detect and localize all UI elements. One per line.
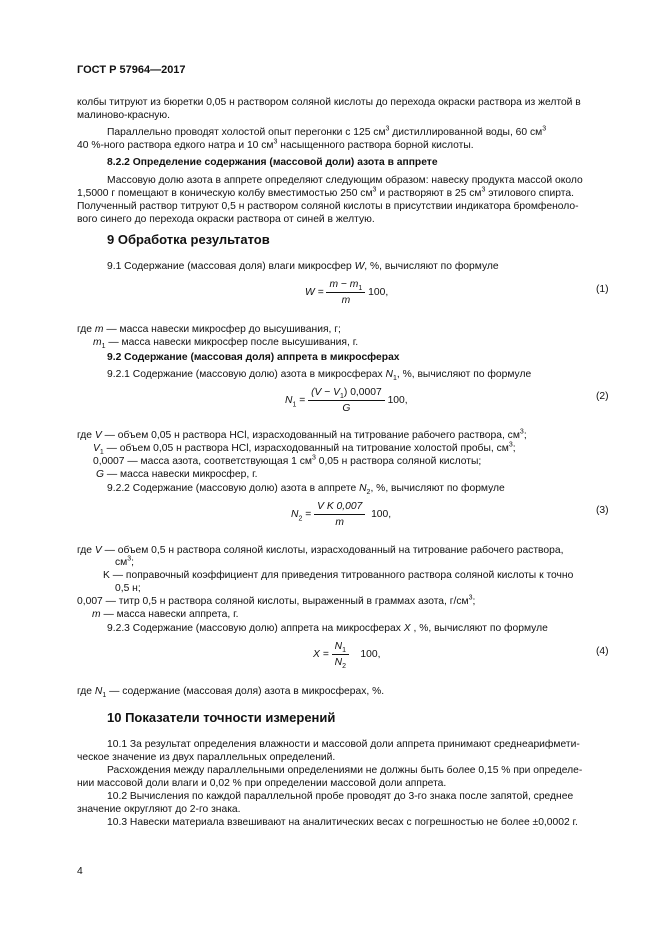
text-line: [107, 260, 499, 273]
document-header: ГОСТ Р 57964—2017: [77, 64, 186, 76]
text: 10.1 За результат определения влажности и массовой доли аппрета принимают среднеарифмети-: [107, 739, 580, 750]
formula-tail: 100,: [360, 649, 381, 661]
equation-number: (3): [596, 505, 609, 516]
superscript: 3: [127, 555, 132, 563]
text: K — поправочный коэффициент для приведения титрованного раствора соляной кислоты к точно: [103, 570, 574, 581]
superscript: 3: [385, 125, 390, 133]
text: ;: [131, 557, 135, 568]
text-line: [107, 738, 580, 751]
text: — объем 0,05 н раствора HCl, израсходованный на титрование холостой пробы, см: [103, 443, 509, 454]
text-line: [107, 174, 583, 187]
superscript: 3: [481, 186, 486, 194]
symbol: V: [93, 443, 100, 454]
text-line: [107, 764, 582, 777]
formula-3: [291, 500, 391, 529]
denominator: G: [342, 403, 351, 414]
formula-tail: 100,: [368, 287, 389, 299]
subscript: 2: [366, 489, 371, 497]
text: ческое значение из двух параллельных определений.: [77, 752, 336, 763]
text: 9.1 Содержание (массовая доля) влаги микросфер: [107, 261, 355, 272]
text-line: [107, 482, 505, 495]
fraction: [332, 640, 349, 669]
text: , %, вычисляют по формуле: [364, 261, 499, 272]
text-line: [103, 569, 573, 582]
subscript: 1: [358, 285, 363, 293]
symbol: X: [403, 623, 411, 634]
text: ;: [523, 430, 527, 441]
text-line: [77, 777, 446, 790]
text: колбы титруют из бюретки 0,05 н раствором соляной кислоты до перехода окраски раствора из желтой в: [77, 97, 581, 108]
symbol: V: [94, 430, 102, 441]
text: — масса навески микросфер до высушивания, г;: [103, 324, 341, 335]
text-line: [77, 323, 341, 336]
text-line: [77, 685, 384, 698]
text-line: [77, 96, 581, 109]
superscript: 3: [468, 594, 473, 602]
text: малиново-красную.: [77, 110, 171, 121]
text: 10.2 Вычисления по каждой параллельной пробе проводят до 3-го знака после запятой, среднее: [107, 791, 574, 802]
denominator: m: [341, 295, 351, 306]
text: этилового спирта.: [485, 188, 574, 199]
numerator: N: [334, 641, 343, 652]
text-line: [107, 126, 546, 139]
text-line: [77, 139, 474, 152]
superscript: 3: [542, 125, 547, 133]
text: где: [77, 545, 95, 556]
numerator: m − m: [329, 279, 359, 290]
text-line: [77, 595, 475, 608]
text: — масса навески микросфер, г.: [104, 469, 258, 480]
fraction: [314, 500, 365, 529]
text-line: [77, 751, 335, 764]
text: вого синего до перехода окраски раствора от синей в желтую.: [77, 214, 375, 225]
text-line: [77, 544, 563, 557]
formula-tail: 100,: [371, 509, 392, 521]
symbol: V: [94, 545, 102, 556]
text-line: [96, 468, 257, 481]
text: значение округляют до 2-го знака.: [77, 804, 241, 815]
subscript: 1: [340, 393, 344, 401]
superscript: 3: [372, 186, 377, 194]
formula-lhs: X =: [313, 649, 329, 661]
subscript: 1: [392, 375, 397, 383]
symbol: G: [96, 469, 105, 480]
text: где: [77, 324, 95, 335]
text-line: [107, 622, 548, 635]
text: 9.2.2 Содержание (массовую долю) азота в аппрете: [107, 483, 360, 494]
superscript: 3: [508, 441, 513, 449]
formula-lhs: W =: [305, 287, 324, 299]
text-line: [107, 790, 573, 803]
symbol: N: [359, 483, 367, 494]
text: нии массовой доли влаги и 0,02 % при определении массовой доли аппрета.: [77, 778, 447, 789]
text-line: [77, 200, 579, 213]
formula-tail: 100,: [387, 395, 408, 407]
text: Массовую долю азота в аппрете определяют следующим образом: навеску продукта массой около: [107, 175, 583, 186]
text: 0,0007 — масса азота, соответствующая 1 см: [93, 456, 312, 467]
text-line: [115, 582, 141, 595]
text: 9.2.1 Содержание (массовую долю) азота в микросферах: [107, 369, 386, 380]
equals-sign: =: [296, 395, 306, 407]
text: — объем 0,05 н раствора HCl, израсходованный на титрование рабочего раствора, см: [101, 430, 520, 441]
text: и растворяют в 25 см: [376, 188, 482, 199]
text: ;: [512, 443, 516, 454]
section-heading: 9 Обработка результатов: [107, 232, 270, 247]
text-line: [93, 336, 358, 349]
formula-1: [305, 278, 388, 307]
text: — масса навески аппрета, г.: [100, 609, 239, 620]
text: , %, вычисляют по формуле: [410, 623, 548, 634]
subscript: 1: [292, 401, 297, 409]
section-heading: 8.2.2 Определение содержания (массовой доли) азота в аппрете: [107, 157, 438, 168]
page-number: 4: [77, 866, 83, 877]
fraction: [326, 278, 365, 307]
superscript: 3: [311, 454, 316, 462]
fraction: [308, 386, 385, 415]
section-heading: 9.2 Содержание (массовая доля) аппрета в микросферах: [107, 352, 400, 363]
symbol: m: [92, 609, 101, 620]
symbol: N: [385, 369, 393, 380]
text: , %, вычисляют по формуле: [396, 369, 532, 380]
text: Полученный раствор титруют 0,5 н раствором соляной кислоты в присутствии индикатора бромфеноло-: [77, 201, 579, 212]
section-heading: 10 Показатели точности измерений: [107, 710, 336, 725]
text-line: [77, 803, 241, 816]
text-line: [77, 213, 375, 226]
text: 40 %-ного раствора едкого натра и 10 см: [77, 140, 274, 151]
subscript: 1: [342, 647, 346, 655]
superscript: 3: [519, 428, 524, 436]
subscript: 2: [342, 663, 346, 671]
text: 0,05 н раствора соляной кислоты;: [315, 456, 482, 467]
text: ;: [472, 596, 476, 607]
text: дистиллированной воды, 60 см: [389, 127, 543, 138]
text: 9.2.3 Содержание (массовую долю) аппрета на микросферах: [107, 623, 404, 634]
text-line: [77, 109, 170, 122]
denominator: m: [335, 517, 344, 528]
text: 10.3 Навески материала взвешивают на аналитических весах с погрешностью не более ±0,0002 г.: [107, 817, 578, 828]
symbol: W: [354, 261, 365, 272]
text: 1,5000 г помещают в коническую колбу вместимостью 250 см: [77, 188, 373, 199]
text-line: [107, 816, 578, 829]
text: см: [115, 557, 128, 568]
text-line: [107, 368, 531, 381]
symbol: m: [93, 337, 102, 348]
symbol: N: [94, 686, 103, 697]
text-line: [77, 429, 527, 442]
equals-sign: =: [302, 509, 312, 521]
formula-lhs: N: [285, 395, 293, 407]
equation-number: (4): [596, 646, 609, 657]
text: 0,007 — титр 0,5 н раствора соляной кислоты, выраженный в граммах азота, г/см: [77, 596, 469, 607]
text-line: [93, 442, 516, 455]
text-line: [115, 556, 134, 569]
denominator: N: [334, 657, 343, 668]
text-line: [77, 187, 574, 200]
text: — объем 0,5 н раствора соляной кислоты, израсходованный на титрование рабочего раствора,: [101, 545, 564, 556]
text: где: [77, 430, 95, 441]
text-line: [92, 608, 238, 621]
formula-2: [285, 386, 408, 415]
equation-number: (2): [596, 391, 609, 402]
symbol: m: [94, 324, 104, 335]
superscript: 3: [273, 138, 278, 146]
equation-number: (1): [596, 284, 609, 295]
numerator: (V − V: [311, 387, 340, 398]
text: — масса навески микросфер после высушивания, г.: [105, 337, 359, 348]
text: насыщенного раствора борной кислоты.: [277, 140, 474, 151]
subscript: 1: [101, 343, 106, 351]
formula-lhs: N: [291, 509, 299, 521]
text: где: [77, 686, 95, 697]
numerator-tail: ) 0,0007: [343, 387, 382, 398]
text: — содержание (массовая доля) азота в микросферах, %.: [106, 686, 385, 697]
subscript: 1: [99, 449, 104, 457]
text: 0,5 н;: [115, 583, 141, 594]
formula-4: [313, 640, 380, 669]
numerator: V K 0,007: [317, 501, 363, 512]
text-line: [93, 455, 481, 468]
text: Параллельно проводят холостой опыт перегонки с 125 см: [107, 127, 386, 138]
text: , %, вычисляют по формуле: [370, 483, 505, 494]
subscript: 2: [298, 515, 303, 523]
text: Расхождения между параллельными определениями не должны быть более 0,15 % при определе-: [107, 765, 583, 776]
subscript: 1: [102, 692, 107, 700]
